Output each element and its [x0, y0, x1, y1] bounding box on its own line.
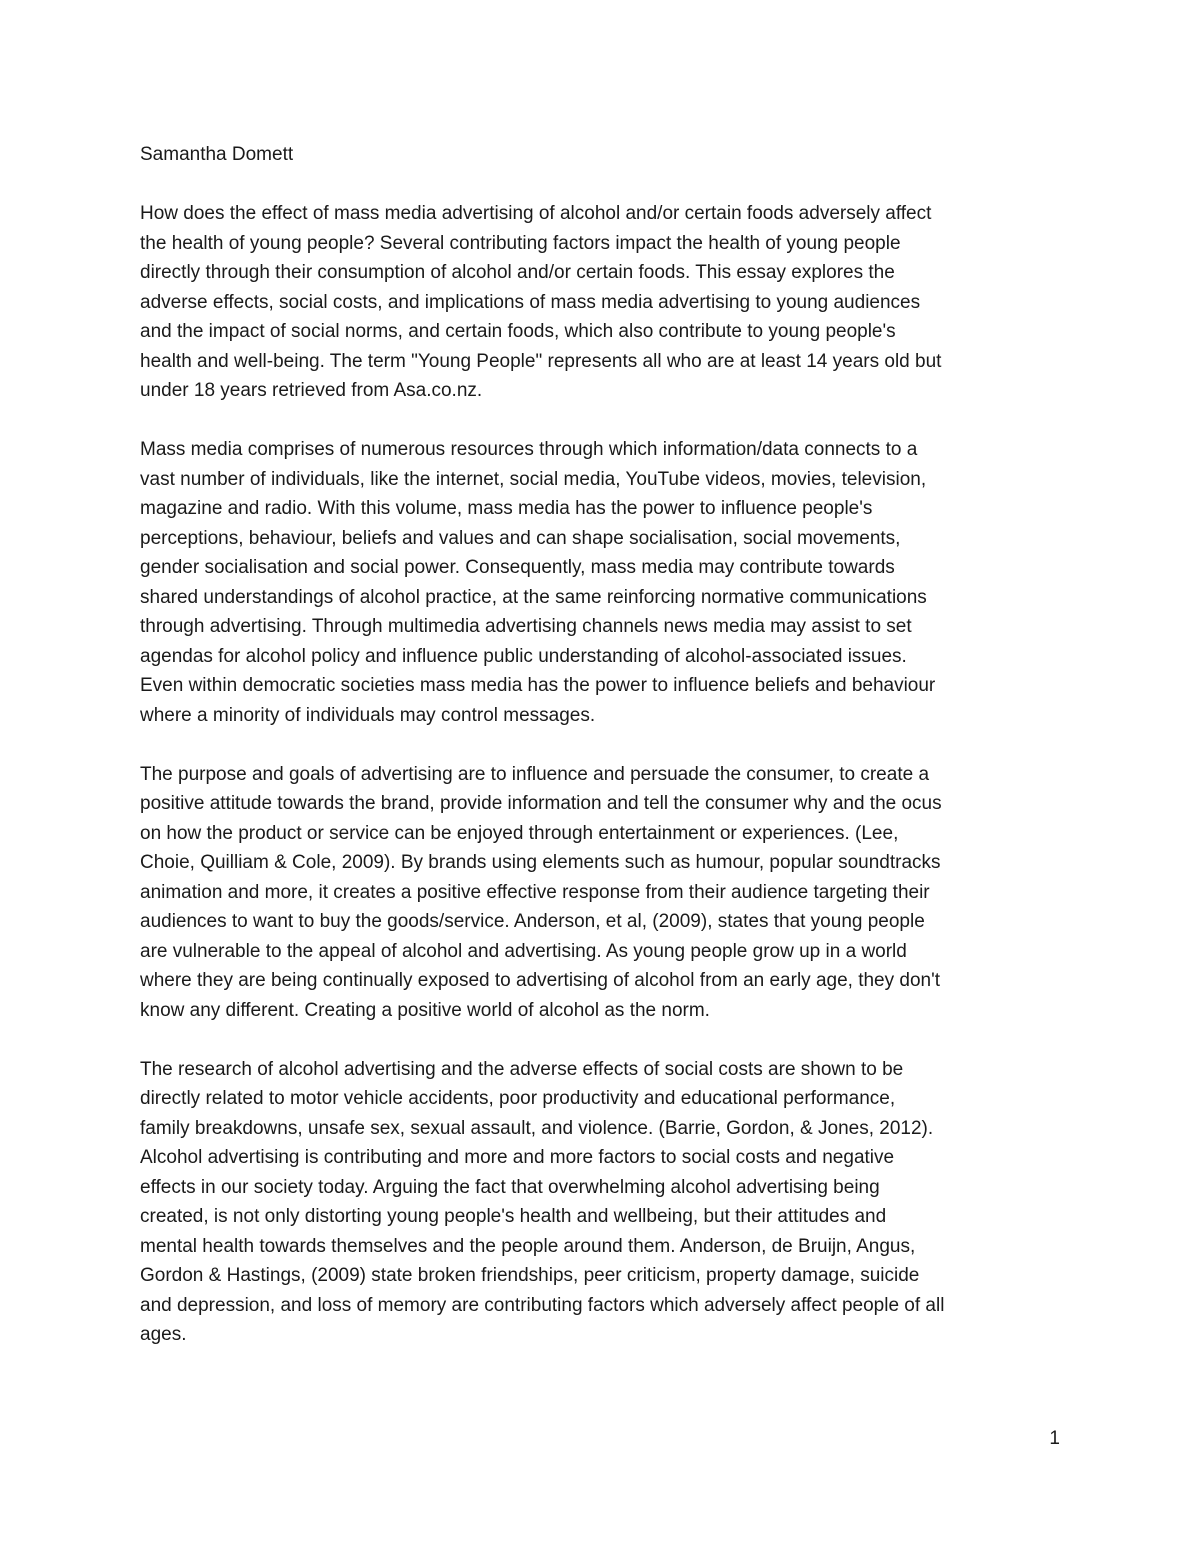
author-name: Samantha Domett	[140, 144, 294, 165]
document-body	[140, 140, 1065, 1379]
paragraph-line: and depression, and loss of memory are contributing factors which adversely affect people of all	[140, 1294, 945, 1316]
paragraph-line: gender socialisation and social power. Consequently, mass media may contribute towards	[140, 557, 895, 578]
paragraph-line: adverse effects, social costs, and implications of mass media advertising to young audiences	[140, 291, 921, 313]
body-paragraph	[140, 760, 1065, 1026]
paragraph-line: ages.	[140, 1324, 187, 1345]
paragraph-line: agendas for alcohol policy and influence public understanding of alcohol-associated issues.	[140, 645, 907, 667]
paragraph-line: directly through their consumption of alcohol and/or certain foods. This essay explores the	[140, 262, 895, 283]
paragraph-line: where they are being continually exposed to advertising of alcohol from an early age, they don't	[140, 970, 941, 991]
paragraph-line: where a minority of individuals may control messages.	[140, 704, 596, 726]
body-paragraph	[140, 435, 1065, 730]
paragraph-line: animation and more, it creates a positive effective response from their audience targeting their	[140, 881, 930, 903]
paragraph-line: vast number of individuals, like the internet, social media, YouTube videos, movies, television,	[140, 468, 927, 490]
paragraph-line: directly related to motor vehicle accidents, poor productivity and educational performance,	[140, 1088, 896, 1109]
paragraph-line: audiences to want to buy the goods/service. Anderson, et al, (2009), states that young people	[140, 911, 925, 932]
paragraph-line: Choie, Quilliam & Cole, 2009). By brands using elements such as humour, popular soundtracks	[140, 852, 941, 873]
paragraphs-container	[140, 199, 1065, 1350]
paragraph-line: The research of alcohol advertising and the adverse effects of social costs are shown to be	[140, 1058, 904, 1080]
paragraph-line: family breakdowns, unsafe sex, sexual assault, and violence. (Barrie, Gordon, & Jones, 2012).	[140, 1117, 934, 1139]
paragraph-line: health and well-being. The term "Young People" represents all who are at least 14 years old but	[140, 350, 942, 372]
paragraph-line: under 18 years retrieved from Asa.co.nz.	[140, 380, 483, 401]
paragraph-line: magazine and radio. With this volume, mass media has the power to influence people's	[140, 498, 873, 519]
paragraph-line: created, is not only distorting young people's health and wellbeing, but their attitudes and	[140, 1206, 887, 1227]
paragraph-line: and the impact of social norms, and certain foods, which also contribute to young people's	[140, 321, 896, 342]
paragraph-line: Even within democratic societies mass media has the power to influence beliefs and behaviour	[140, 675, 936, 696]
paragraph-line: positive attitude towards the brand, provide information and tell the consumer why and the ocus	[140, 793, 942, 814]
paragraph-line: Mass media comprises of numerous resources through which information/data connects to a	[140, 439, 918, 460]
paragraph-line: How does the effect of mass media advertising of alcohol and/or certain foods adversely affect	[140, 203, 932, 224]
paragraph-line: the health of young people? Several contributing factors impact the health of young people	[140, 232, 901, 254]
page-number: 1	[1049, 1428, 1060, 1449]
paragraph-line: Gordon & Hastings, (2009) state broken friendships, peer criticism, property damage, suicide	[140, 1265, 920, 1286]
paragraph-line: through advertising. Through multimedia advertising channels news media may assist to set	[140, 616, 912, 637]
paragraph-line: know any different. Creating a positive world of alcohol as the norm.	[140, 999, 710, 1021]
paragraph-line: effects in our society today. Arguing the fact that overwhelming alcohol advertising being	[140, 1176, 880, 1198]
paragraph-line: The purpose and goals of advertising are to influence and persuade the consumer, to create a	[140, 763, 930, 785]
paragraph-line: perceptions, behaviour, beliefs and values and can shape socialisation, social movements,	[140, 527, 901, 549]
paragraph-line: are vulnerable to the appeal of alcohol and advertising. As young people grow up in a world	[140, 940, 907, 962]
paragraph-line: shared understandings of alcohol practice, at the same reinforcing normative communications	[140, 586, 927, 608]
paragraph-line: on how the product or service can be enjoyed through entertainment or experiences. (Lee,	[140, 822, 899, 844]
paragraph-line: mental health towards themselves and the people around them. Anderson, de Bruijn, Angus,	[140, 1235, 916, 1257]
body-paragraph	[140, 1055, 1065, 1350]
paragraph-line: Alcohol advertising is contributing and more and more factors to social costs and negative	[140, 1147, 895, 1168]
body-paragraph	[140, 199, 1065, 406]
